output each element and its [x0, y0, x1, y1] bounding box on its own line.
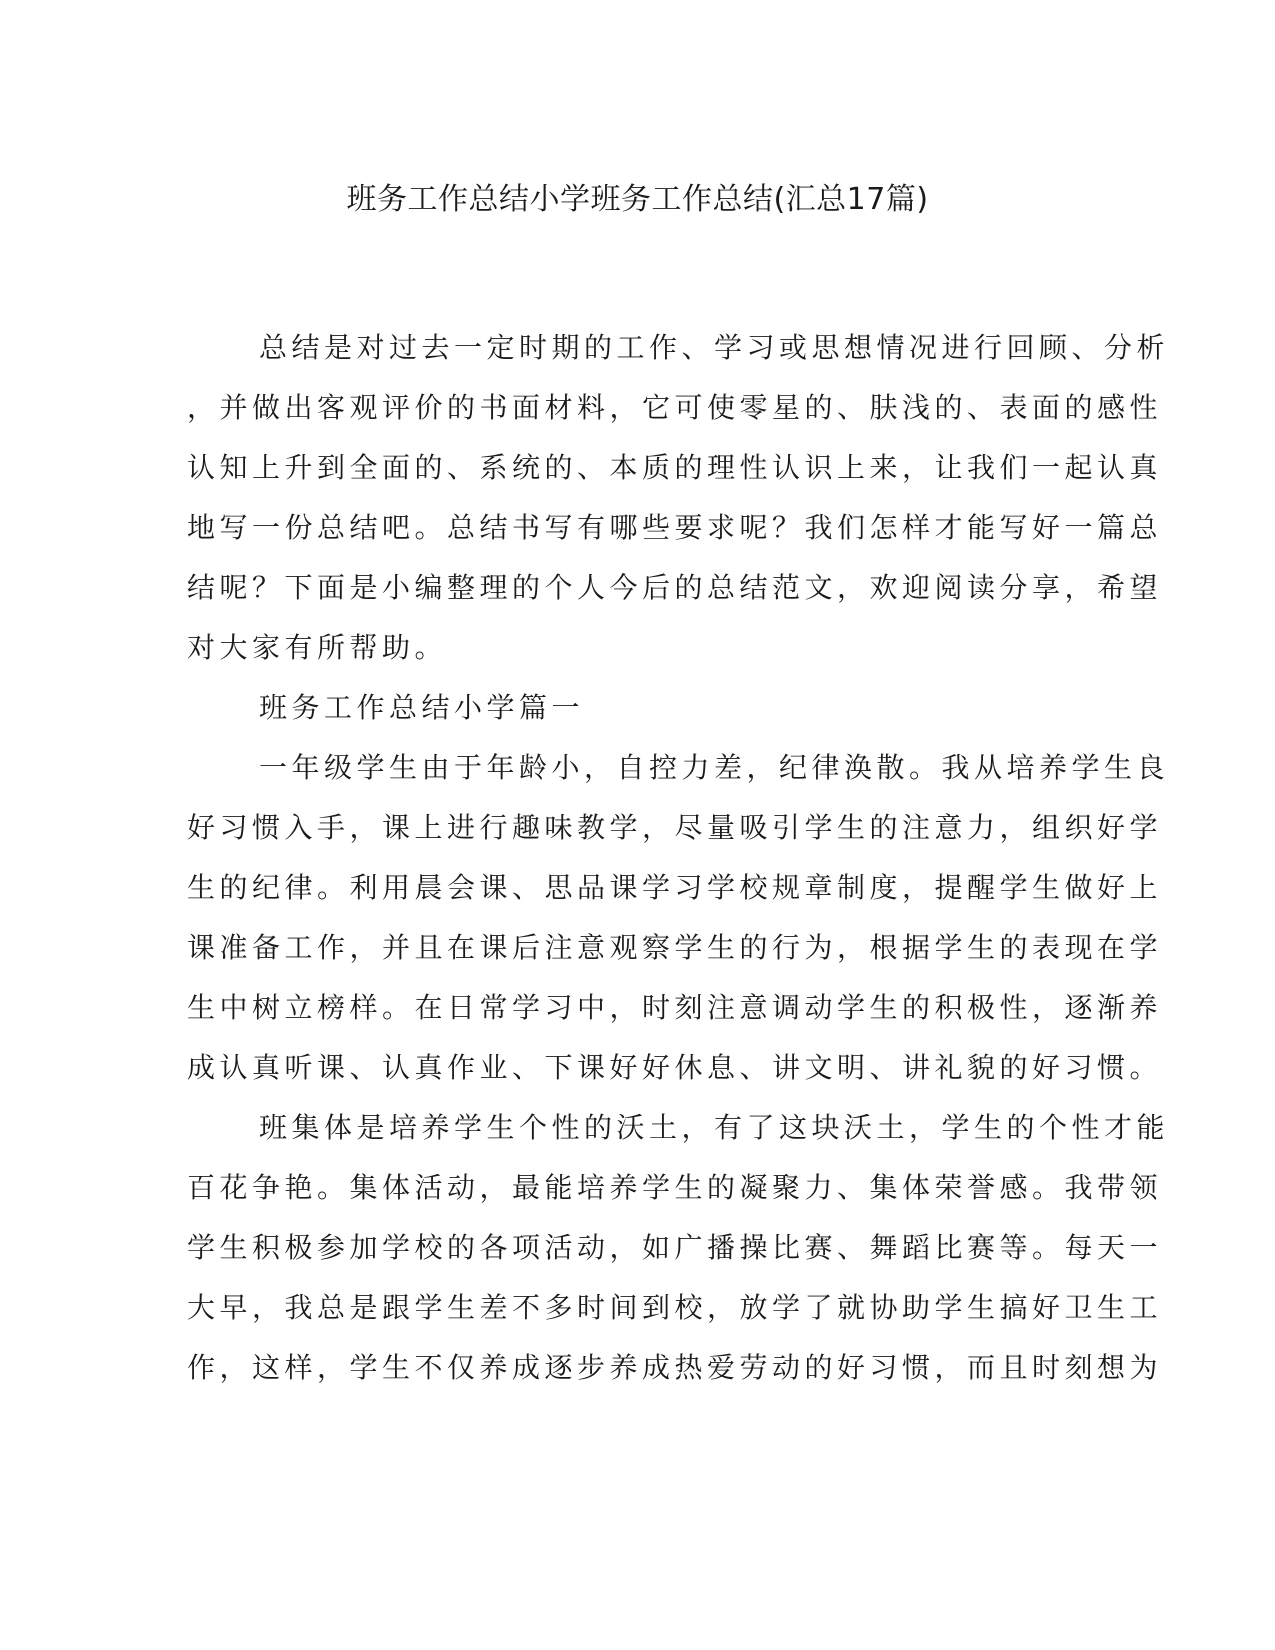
text-line: 作，这样，学生不仅养成逐步养成热爱劳动的好习惯，而且时刻想为 [187, 1351, 1163, 1384]
text-line: 一年级学生由于年龄小，自控力差，纪律涣散。我从培养学生良 [259, 751, 1170, 784]
document-body [187, 318, 1170, 1398]
text-line: 大早，我总是跟学生差不多时间到校，放学了就协助学生搞好卫生工 [187, 1291, 1163, 1324]
intro-paragraph [187, 318, 1170, 678]
text-line: 好习惯入手，课上进行趣味教学，尽量吸引学生的注意力，组织好学 [187, 811, 1163, 844]
text-line: 学生积极参加学校的各项活动，如广播操比赛、舞蹈比赛等。每天一 [187, 1231, 1163, 1264]
text-line: 课准备工作，并且在课后注意观察学生的行为，根据学生的表现在学 [187, 931, 1163, 964]
text-line: 结呢？下面是小编整理的个人今后的总结范文，欢迎阅读分享，希望 [187, 571, 1163, 604]
section-heading: 班务工作总结小学篇一 [259, 691, 585, 724]
text-line: 总结是对过去一定时期的工作、学习或思想情况进行回顾、分析 [259, 331, 1170, 364]
text-line: 认知上升到全面的、系统的、本质的理性认识上来，让我们一起认真 [187, 451, 1163, 484]
section-heading-paragraph [187, 678, 1067, 738]
text-line: 班集体是培养学生个性的沃土，有了这块沃土，学生的个性才能 [259, 1111, 1170, 1144]
text-line: ，并做出客观评价的书面材料，它可使零星的、肤浅的、表面的感性 [187, 391, 1163, 424]
body-paragraph-1 [187, 738, 1170, 1098]
text-line: 百花争艳。集体活动，最能培养学生的凝聚力、集体荣誉感。我带领 [187, 1171, 1163, 1204]
document-title: 班务工作总结小学班务工作总结(汇总17篇) [346, 182, 929, 217]
body-paragraph-2 [187, 1098, 1170, 1398]
text-line: 生的纪律。利用晨会课、思品课学习学校规章制度，提醒学生做好上 [187, 871, 1163, 904]
text-line: 成认真听课、认真作业、下课好好休息、讲文明、讲礼貌的好习惯。 [187, 1051, 1163, 1084]
text-line: 对大家有所帮助。 [187, 631, 448, 664]
text-line: 生中树立榜样。在日常学习中，时刻注意调动学生的积极性，逐渐养 [187, 991, 1163, 1024]
text-line: 地写一份总结吧。总结书写有哪些要求呢？我们怎样才能写好一篇总 [187, 511, 1163, 544]
